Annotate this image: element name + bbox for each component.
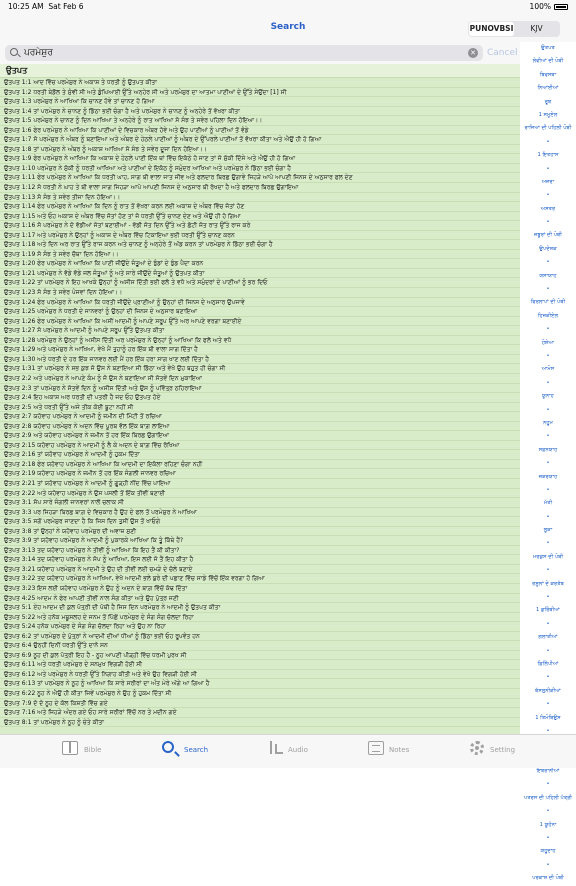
index-dot[interactable]: • [546,352,550,359]
verse-result-row[interactable]: ਉਤਪਤ 3:13 ਤਦ ਯਹੋਵਾਹ ਪਰਮੇਸ਼ੁਰ ਨੇ ਤੀਵੀਂ ਨੂੰ ਆਖਿਆ ਕਿ ਇਹ ਤੈਂ ਕੀ ਕੀਤਾ? [0,546,520,556]
tab-search[interactable] [162,738,252,766]
index-book-entry[interactable]: ਨਿਆਂਈਆਂ [537,85,559,92]
verse-result-row[interactable]: ਉਤਪਤ 1:18 ਅਤੇ ਦਿਨ ਅਰ ਰਾਤ ਉੱਤੇ ਰਾਜ ਕਰਨ ਅਤੇ ਚਾਨਣ ਨੂੰ ਅਨ੍ਹੇਰੇ ਤੋਂ ਅੱਡ ਕਰਨ ਤਾਂ ਪਰਮੇਸ਼ੁਰ ਨੇ ਡਿੱਠਾ ਭਈ ਚੰਗਾ ਹੈ [0,240,520,250]
index-book-entry[interactable]: ਪਰਕਾਸ਼ ਦੀ ਪੋਥੀ [532,875,564,882]
index-book-entry[interactable]: 1 ਇਤਹਾਸ [537,152,559,159]
index-dot[interactable]: • [546,540,550,547]
version-option-punovbsi[interactable]: PUNOVBSI [469,22,514,36]
book-index-bar[interactable] [520,42,576,882]
tab-audio[interactable] [268,738,358,766]
verse-result-row[interactable]: ਉਤਪਤ 5:22 ਅਤੇ ਹਨੋਕ ਮਥੂਸਲਹ ਦੇ ਜਨਮ ਤੋਂ ਪਿੱਛੋਂ ਪਰਮੇਸ਼ੁਰ ਦੇ ਸੰਗ ਸੰਗ ਚੱਲਦਾ ਰਿਹਾ [0,613,520,623]
tab-search-label: Search [184,746,209,754]
index-book-entry[interactable]: ਗਲਾਤੀਆਂ [538,634,558,641]
verse-result-row[interactable]: ਉਤਪਤ 1:24 ਫੇਰ ਪਰਮੇਸ਼ੁਰ ਨੇ ਆਖਿਆ ਕਿ ਧਰਤੀ ਜੀਉਂਦੇ ਪ੍ਰਾਣੀਆਂ ਨੂੰ ਉਨ੍ਹਾਂ ਦੀ ਜਿਨਸ ਦੇ ਅਨੁਸਾਰ ਉਪਜਾਵੇ [0,298,520,308]
verse-result-row[interactable]: ਉਤਪਤ 1:29 ਅਤੇ ਪਰਮੇਸ਼ੁਰ ਨੇ ਆਖਿਆ, ਵੇਖੋ ਮੈਂ ਤੁਹਾਨੂੰ ਹਰ ਇੱਕ ਬੀ ਵਾਲਾ ਸਾਗ ਦਿੱਤਾ ਹੈ [0,345,520,355]
verse-result-row[interactable]: ਉਤਪਤ 3:23 ਇਸ ਲਈ ਯਹੋਵਾਹ ਪਰਮੇਸ਼ੁਰ ਨੇ ਉਹ ਨੂੰ ਅਦਨ ਦੇ ਬਾਗ਼ ਵਿੱਚੋਂ ਕੱਢ ਦਿੱਤਾ [0,584,520,594]
clear-icon[interactable]: ✕ [468,48,478,58]
index-dot[interactable]: • [546,513,550,520]
index-dot[interactable]: • [546,165,550,172]
verse-result-row[interactable]: ਉਤਪਤ 1:5 ਪਰਮੇਸ਼ੁਰ ਨੇ ਚਾਨਣ ਨੂੰ ਦਿਨ ਆਖਿਆ ਤੇ ਅਨ੍ਹੇਰੇ ਨੂੰ ਰਾਤ ਆਖਿਆ ਸੋ ਸੰਝ ਤੇ ਸਵੇਰ ਪਹਿਲਾ ਦਿਨ ਹੋਇਆ।। [0,116,520,126]
index-dot[interactable]: • [546,620,550,627]
index-dot[interactable]: • [546,781,550,788]
index-dot[interactable]: • [546,835,550,842]
index-book-entry[interactable]: 1 ਤਿਮੋਥਿਉਸ [535,714,561,721]
tab-setting[interactable] [470,738,560,766]
index-dot[interactable]: • [546,379,550,386]
verse-result-row[interactable]: ਉਤਪਤ 2:7 ਯਹੋਵਾਹ ਪਰਮੇਸ਼ੁਰ ਨੇ ਆਦਮੀ ਨੂੰ ਜ਼ਮੀਨ ਦੀ ਮਿੱਟੀ ਤੋਂ ਰਚਿਆ [0,412,520,422]
index-book-entry[interactable]: 1 ਯੂਹੰਨਾ [539,821,557,828]
index-dot[interactable]: • [546,808,550,815]
index-book-entry[interactable]: ਯੂਨਾਹ [542,393,554,400]
search-tab-icon [162,741,174,753]
index-dot[interactable]: • [546,861,550,868]
verse-result-row[interactable]: ਉਤਪਤ 2:15 ਯਹੋਵਾਹ ਪਰਮੇਸ਼ੁਰ ਨੇ ਆਦਮੀ ਨੂੰ ਲੈ ਕੇ ਅਦਨ ਦੇ ਬਾਗ਼ ਵਿੱਚ ਰੱਖਿਆ [0,441,520,451]
verse-result-row[interactable]: ਉਤਪਤ 2:3 ਤਾਂ ਪਰਮੇਸ਼ੁਰ ਨੇ ਸੱਤਵੇਂ ਦਿਨ ਨੂੰ ਅਸੀਸ ਦਿੱਤੀ ਅਤੇ ਉਸ ਨੂੰ ਪਵਿੱਤ੍ਰ ਠਹਿਰਾਇਆ [0,384,520,394]
verse-result-row[interactable]: ਉਤਪਤ 6:9 ਨੂਹ ਦੀ ਕੁਲ ਪੱਤ੍ਰੀ ਇਹ ਹੈ - ਨੂਹ ਆਪਣੀ ਪੀੜ੍ਹੀ ਵਿੱਚ ਧਰਮੀ ਪੁਰਖ ਸੀ [0,651,520,661]
index-dot[interactable]: • [546,259,550,266]
search-query[interactable]: ਪਰਮੇਸ਼ੁਰ [24,48,53,58]
verse-result-row[interactable]: ਉਤਪਤ 3:1 ਸੱਪ ਸਾਰੇ ਜੰਗਲੀ ਜਾਨਵਰਾਂ ਨਾਲੋਂ ਚਲਾਕ ਸੀ [0,498,520,508]
status-time: 10:25 AM [8,2,44,11]
verse-result-row[interactable]: ਉਤਪਤ 1:31 ਤਾਂ ਪਰਮੇਸ਼ੁਰ ਨੇ ਸਭ ਕੁਝ ਜੋ ਉਸ ਨੇ ਬਣਾਇਆ ਸੀ ਡਿੱਠਾ ਅਤੇ ਵੇਖੋ ਉਹ ਬਹੁਤ ਹੀ ਚੰਗਾ ਸੀ [0,364,520,374]
verse-result-row[interactable]: ਉਤਪਤ 1:3 ਪਰਮੇਸ਼ੁਰ ਨੇ ਆਖਿਆ ਕਿ ਚਾਨਣ ਹੋਵੇ ਤਾਂ ਚਾਨਣ ਹੋ ਗਿਆ [0,97,520,107]
index-book-entry[interactable]: ਪਤਰਸ ਦੀ ਪਹਿਲੀ ਪੱਤ੍ਰੀ [524,794,572,801]
battery-percent: 100% [529,2,551,11]
verse-result-row[interactable]: ਉਤਪਤ 1:7 ਸੋ ਪਰਮੇਸ਼ੁਰ ਨੇ ਅੰਬਰ ਨੂੰ ਬਣਾਇਆ ਅਤੇ ਅੰਬਰ ਦੇ ਹੇਠਲੇ ਪਾਣੀਆਂ ਨੂੰ ਅੰਬਰ ਦੇ ਉੱਪਰਲੇ ਪਾਣੀਆਂ ਤੋਂ ਵੱਖਰਾ ਕੀਤਾ ਅਤੇ ਐਉਂ ਹੀ ਹੋ ਗਿਆ [0,135,520,145]
index-dot[interactable]: • [546,647,550,654]
verse-result-row[interactable]: ਉਤਪਤ 7:16 ਅਤੇ ਜਿਹੜੇ ਅੰਦਰ ਗਏ ਓਹ ਸਾਰੇ ਸਰੀਰਾਂ ਵਿੱਚੋਂ ਨਰ ਤੇ ਮਦੀਨ ਗਏ [0,708,520,718]
status-time-date [8,0,84,14]
verse-result-row[interactable]: ਉਤਪਤ 1:23 ਸੋ ਸੰਝ ਤੇ ਸਵੇਰ ਪੰਜਵਾਂ ਦਿਨ ਹੋਇਆ।। [0,288,520,298]
tab-notes[interactable] [368,738,458,766]
index-book-entry[interactable]: ਮੱਤੀ [543,500,553,507]
index-book-entry[interactable]: ਅਸਤਰ [540,205,556,212]
verse-result-row[interactable]: ਉਤਪਤ 1:9 ਫੇਰ ਪਰਮੇਸ਼ੁਰ ਨੇ ਆਖਿਆ ਕਿ ਅਕਾਸ਼ ਦੇ ਹੇਠਲੇ ਪਾਣੀ ਇੱਕ ਥਾਂ ਵਿੱਚ ਇਕੱਠੇ ਹੋ ਜਾਣ ਤਾਂ ਜੋ ਸੁੱਕੀ ਦਿੱਸੇ ਅਤੇ ਐਉਂ ਹੀ ਹੋ ਗਿਆ [0,154,520,164]
verse-result-row[interactable]: ਉਤਪਤ 2:18 ਫੇਰ ਯਹੋਵਾਹ ਪਰਮੇਸ਼ੁਰ ਨੇ ਆਖਿਆ ਕਿ ਆਦਮੀ ਦਾ ਇਕੱਲਾ ਰਹਿਣਾ ਚੰਗਾ ਨਹੀਂ [0,460,520,470]
verse-result-row[interactable]: ਉਤਪਤ 1:6 ਫੇਰ ਪਰਮੇਸ਼ੁਰ ਨੇ ਆਖਿਆ ਕਿ ਪਾਣੀਆਂ ਦੇ ਵਿਚਕਾਰ ਅੰਬਰ ਹੋਵੇ ਅਤੇ ਉਹ ਪਾਣੀਆਂ ਨੂੰ ਪਾਣੀਆਂ ਤੋਂ ਵੰਡੇ [0,126,520,136]
search-icon [10,48,18,56]
index-book-entry[interactable]: ਵਿਰਲਾਪਾਂ ਦੀ ਪੋਥੀ [530,299,566,306]
verse-result-row[interactable]: ਉਤਪਤ 6:13 ਤਾਂ ਪਰਮੇਸ਼ੁਰ ਨੇ ਨੂਹ ਨੂੰ ਆਖਿਆ ਕਿ ਸਾਰੇ ਸਰੀਰਾਂ ਦਾ ਅੰਤ ਮੇਰੇ ਅੱਗੇ ਆ ਗਿਆ ਹੈ [0,679,520,689]
verse-result-row[interactable]: ਉਤਪਤ 2:4 ਇਹ ਅਕਾਸ਼ ਅਰ ਧਰਤੀ ਦੀ ਪਤਰੀ ਹੈ ਜਦ ਓਹ ਉਤਪਤ ਹੋਏ [0,393,520,403]
index-book-entry[interactable]: 1 ਕੁਰਿੰਥੀਆਂ [536,607,560,614]
index-book-entry[interactable]: ਉਤਪਤ [541,45,555,51]
verse-result-row[interactable]: ਉਤਪਤ 1:4 ਤਾਂ ਪਰਮੇਸ਼ੁਰ ਨੇ ਚਾਨਣ ਨੂੰ ਡਿੱਠਾ ਭਈ ਚੰਗਾ ਹੈ ਅਤੇ ਪਰਮੇਸ਼ੁਰ ਨੇ ਚਾਨਣ ਨੂੰ ਅਨ੍ਹੇਰੇ ਤੋਂ ਵੱਖਰਾ ਕੀਤਾ [0,107,520,117]
index-dot[interactable]: • [546,727,550,734]
verse-result-row[interactable]: ਉਤਪਤ 5:1 ਏਹ ਆਦਮ ਦੀ ਕੁਲ ਪੱਤ੍ਰੀ ਦੀ ਪੋਥੀ ਹੈ ਜਿਸ ਦਿਨ ਪਰਮੇਸ਼ੁਰ ਨੇ ਆਦਮੀ ਨੂੰ ਉਤਪਤ ਕੀਤਾ [0,603,520,613]
verse-result-row[interactable]: ਉਤਪਤ 1:27 ਸੋ ਪਰਮੇਸ਼ੁਰ ਨੇ ਆਦਮੀ ਨੂੰ ਆਪਣੇ ਸਰੂਪ ਉੱਤੇ ਉਤਪਤ ਕੀਤਾ [0,326,520,336]
index-book-entry[interactable]: ਬਿਵਸਥਾ [539,71,557,78]
verse-result-row[interactable]: ਉਤਪਤ 2:2 ਅਤੇ ਪਰਮੇਸ਼ੁਰ ਨੇ ਆਪਣੇ ਕੰਮ ਨੂੰ ਜੋ ਉਸ ਨੇ ਬਣਾਇਆ ਸੀ ਸੱਤਵੇਂ ਦਿਨ ਮੁਕਾਇਆ [0,374,520,384]
index-dot[interactable]: • [546,486,550,493]
verse-result-row[interactable]: ਉਤਪਤ 2:16 ਤਾਂ ਯਹੋਵਾਹ ਪਰਮੇਸ਼ੁਰ ਨੇ ਆਦਮੀ ਨੂੰ ਹੁਕਮ ਦਿੱਤਾ [0,450,520,460]
verse-result-row[interactable]: ਉਤਪਤ 1:2 ਧਰਤੀ ਬੇਡੌਲ ਤੇ ਸੁੰਞੀ ਸੀ ਅਤੇ ਡੁੰਘਿਆਈ ਉੱਤੇ ਅਨ੍ਹੇਰ ਸੀ ਅਤੇ ਪਰਮੇਸ਼ੁਰ ਦਾ ਆਤਮਾ ਪਾਣੀਆਂ ਦੇ ਉੱਤੇ ਸੇਉਂਦਾ [1] ਸੀ [0,88,520,98]
verse-result-row[interactable]: ਉਤਪਤ 1:12 ਸੋ ਧਰਤੀ ਨੇ ਘਾਹ ਤੇ ਬੀ ਵਾਲਾ ਸਾਗ ਜਿਹੜਾ ਆਪੋ ਆਪਣੀ ਜਿਨਸ ਦੇ ਅਨੁਸਾਰ ਬੀ ਰੱਖਦਾ ਹੈ ਅਤੇ ਫਲਦਾਰ ਬਿਰਛ ਉਗਾਇਆ [0,183,520,193]
verse-result-row[interactable]: ਉਤਪਤ 4:25 ਆਦਮ ਨੇ ਫੇਰ ਆਪਣੀ ਤੀਵੀਂ ਨਾਲ ਸੰਗ ਕੀਤਾ ਅਤੇ ਉਹ ਪੁੱਤ੍ਰ ਜਣੀ [0,594,520,604]
index-dot[interactable]: • [546,433,550,440]
verse-result-row[interactable]: ਉਤਪਤ 1:1 ਆਦ ਵਿੱਚ ਪਰਮੇਸ਼ੁਰ ਨੇ ਅਕਾਸ਼ ਤੇ ਧਰਤੀ ਨੂੰ ਉਤਪਤ ਕੀਤਾ [0,78,520,88]
verse-result-row[interactable]: ਉਤਪਤ 1:14 ਫੇਰ ਪਰਮੇਸ਼ੁਰ ਨੇ ਆਖਿਆ ਕਿ ਦਿਨ ਨੂੰ ਰਾਤ ਤੋਂ ਵੱਖਰਾ ਕਰਨ ਲਈ ਅਕਾਸ਼ ਦੇ ਅੰਬਰ ਵਿੱਚ ਜੋਤਾਂ ਹੋਣ [0,202,520,212]
index-dot[interactable]: • [546,567,550,574]
search-results-list[interactable] [0,64,520,734]
verse-result-row[interactable]: ਉਤਪਤ 1:11 ਫੇਰ ਪਰਮੇਸ਼ੁਰ ਨੇ ਆਖਿਆ ਕਿ ਧਰਤੀ ਘਾਹ, ਸਾਗ ਬੀ ਵਾਲਾ ਜਾਤ ਜੀਵ ਅਤੇ ਫਲਦਾਰ ਬਿਰਛ ਉਗਾਵੇ ਜਿਹੜੇ ਆਪੋ ਆਪਣੀ ਜਿਨਸ ਦੇ ਅਨੁਸਾਰ ਫਲ ਦੇਣ [0,173,520,183]
index-book-entry[interactable]: ਉਪਦੇਸ਼ਕ [539,245,557,252]
verse-result-row[interactable]: ਉਤਪਤ 1:20 ਫੇਰ ਪਰਮੇਸ਼ੁਰ ਨੇ ਆਖਿਆ ਕਿ ਪਾਣੀ ਜੀਉਂਦੇ ਜੰਤੂਆਂ ਦੇ ਝੁੰਡਾਂ ਦੇ ਝੁੰਡ ਪੈਦਾ ਕਰਨ [0,259,520,269]
verse-result-row[interactable]: ਉਤਪਤ 3:8 ਤਾਂ ਉਨ੍ਹਾਂ ਨੇ ਯਹੋਵਾਹ ਪਰਮੇਸ਼ੁਰ ਦੀ ਅਵਾਜ਼ ਸੁਣੀ [0,527,520,537]
index-dot[interactable]: • [546,286,550,293]
tab-audio-label: Audio [288,746,308,754]
index-book-entry[interactable]: ਹਿਜ਼ਕੀਏਲ [537,312,559,319]
index-book-entry[interactable]: ਫ਼ਿਲਿੱਪੀਆਂ [537,660,559,667]
verse-result-row[interactable]: ਉਤਪਤ 8:1 ਤਾਂ ਪਰਮੇਸ਼ੁਰ ਨੇ ਨੂਹ ਨੂੰ ਚੇਤੇ ਕੀਤਾ [0,718,520,728]
audio-icon [268,741,284,755]
index-book-entry[interactable]: ਆਮੋਸ [541,366,555,373]
verse-result-row[interactable]: ਉਤਪਤ 5:24 ਹਨੋਕ ਪਰਮੇਸ਼ੁਰ ਦੇ ਸੰਗ ਸੰਗ ਚੱਲਦਾ ਰਿਹਾ ਅਤੇ ਉਹ ਨਾ ਰਿਹਾ [0,622,520,632]
verse-result-row[interactable]: ਉਤਪਤ 6:22 ਨੂਹ ਨੇ ਐਉਂ ਹੀ ਕੀਤਾ ਜਿਵੇਂ ਪਰਮੇਸ਼ੁਰ ਨੇ ਉਹ ਨੂੰ ਹੁਕਮ ਦਿੱਤਾ ਸੀ [0,689,520,699]
battery-icon [554,4,568,10]
index-book-entry[interactable]: ਯਸਾਯਾਹ [539,272,557,279]
page-title: Search [270,22,306,32]
index-book-entry[interactable]: ਸਫ਼ਨਯਾਹ [538,446,558,453]
index-book-entry[interactable]: 1 ਸਮੂਏਲ [538,111,558,118]
verse-result-row[interactable]: ਉਤਪਤ 1:22 ਤਾਂ ਪਰਮੇਸ਼ੁਰ ਨੇ ਇਹ ਆਖਕੇ ਉਨ੍ਹਾਂ ਨੂੰ ਅਸੀਸ ਦਿੱਤੀ ਭਈ ਫਲੋ ਤੇ ਵਧੋ ਅਤੇ ਸਮੁੰਦਰਾਂ ਦੇ ਪਾਣੀਆਂ ਨੂੰ ਭਰ ਦਿਓ [0,278,520,288]
index-book-entry[interactable]: ਨਹੂਮ [543,419,553,426]
verse-result-row[interactable]: ਉਤਪਤ 2:22 ਅਤੇ ਯਹੋਵਾਹ ਪਰਮੇਸ਼ੁਰ ਨੇ ਉਸ ਪਸਲੀ ਤੋਂ ਇੱਕ ਤੀਵੀਂ ਬਣਾਈ [0,489,520,499]
verse-result-row[interactable]: ਉਤਪਤ 3:9 ਤਾਂ ਯਹੋਵਾਹ ਪਰਮੇਸ਼ੁਰ ਨੇ ਆਦਮੀ ਨੂੰ ਪੁਕਾਰਕੇ ਆਖਿਆ ਕਿ ਤੂੰ ਕਿੱਥੇ ਹੈਂ? [0,536,520,546]
verse-list [0,78,520,727]
verse-result-row[interactable]: ਉਤਪਤ 3:22 ਤਦ ਯਹੋਵਾਹ ਪਰਮੇਸ਼ੁਰ ਨੇ ਆਖਿਆ, ਵੇਖੋ ਆਦਮੀ ਭਲੇ ਬੁਰੇ ਦੀ ਪਛਾਣ ਵਿੱਚ ਸਾਡੇ ਵਿੱਚੋਂ ਇੱਕ ਵਰਗਾ ਹੋ ਗਿਆ [0,574,520,584]
verse-result-row[interactable]: ਉਤਪਤ 3:5 ਸਗੋਂ ਪਰਮੇਸ਼ੁਰ ਜਾਣਦਾ ਹੈ ਕਿ ਜਿਸ ਦਿਨ ਤੁਸੀਂ ਉਸ ਤੋਂ ਖਾਓਗੇ [0,517,520,527]
status-date: Sat Feb 6 [48,2,84,11]
index-book-entry[interactable]: ਰਸੂਲਾਂ ਦੇ ਕਰਤੱਬ [532,580,564,587]
verse-result-row[interactable]: ਉਤਪਤ 1:16 ਸੋ ਪਰਮੇਸ਼ੁਰ ਨੇ ਦੋ ਵੱਡੀਆਂ ਜੋਤਾਂ ਬਣਾਈਆਂ - ਵੱਡੀ ਜੋਤ ਦਿਨ ਉੱਤੇ ਅਤੇ ਛੋਟੀ ਜੋਤ ਰਾਤ ਉੱਤੇ ਰਾਜ ਕਰੇ [0,221,520,231]
index-book-entry[interactable]: ਰੂਥ [544,98,552,105]
index-book-entry[interactable]: ਜ਼ਬੂਰਾਂ ਦੀ ਪੋਥੀ [534,232,562,239]
search-row [0,42,520,64]
index-dot[interactable]: • [546,674,550,681]
verse-result-row[interactable]: ਉਤਪਤ 1:21 ਪਰਮੇਸ਼ੁਰ ਨੇ ਵੱਡੇ ਵੱਡੇ ਜਲ ਜੰਤੂਆਂ ਨੂੰ ਅਤੇ ਸਾਰੇ ਜੀਉਂਦੇ ਜੰਤੂਆਂ ਨੂੰ ਉਤਪਤ ਕੀਤਾ [0,269,520,279]
index-book-entry[interactable]: ਹੋਸ਼ੇਆ [541,339,555,346]
verse-result-row[interactable]: ਉਤਪਤ 6:2 ਤਾਂ ਪਰਮੇਸ਼ੁਰ ਦੇ ਪੁੱਤ੍ਰਾਂ ਨੇ ਆਦਮੀ ਦੀਆਂ ਧੀਆਂ ਨੂੰ ਡਿੱਠਾ ਭਈ ਓਹ ਰੂਪਵੰਤ ਹਨ [0,632,520,642]
index-dot[interactable]: • [546,406,550,413]
version-option-kjv[interactable]: KJV [530,24,543,33]
tab-setting-label: Setting [490,746,516,754]
gear-icon [470,741,484,755]
index-dot[interactable]: • [546,138,550,145]
notes-icon [368,741,384,755]
cancel-button[interactable]: Cancel [487,48,518,58]
verse-result-row[interactable]: ਉਤਪਤ 2:8 ਯਹੋਵਾਹ ਪਰਮੇਸ਼ੁਰ ਨੇ ਅਦਨ ਵਿੱਚ ਪੂਰਬ ਵੱਲ ਇੱਕ ਬਾਗ਼ ਲਾਇਆ [0,422,520,432]
index-dot[interactable]: • [546,594,550,601]
verse-result-row[interactable]: ਉਤਪਤ 3:3 ਪਰ ਜਿਹੜਾ ਬਿਰਛ ਬਾਗ਼ ਦੇ ਵਿਚਕਾਰ ਹੈ ਉਹ ਦੇ ਫਲ ਤੋਂ ਪਰਮੇਸ਼ੁਰ ਨੇ ਆਖਿਆ [0,508,520,518]
verse-result-row[interactable]: ਉਤਪਤ 1:26 ਫੇਰ ਪਰਮੇਸ਼ੁਰ ਨੇ ਆਖਿਆ ਕਿ ਅਸੀਂ ਆਦਮੀ ਨੂੰ ਆਪਣੇ ਸਰੂਪ ਉੱਤੇ ਅਰ ਆਪਣੇ ਵਰਗਾ ਬਣਾਈਏ [0,317,520,327]
search-input[interactable] [5,45,483,61]
verse-result-row[interactable]: ਉਤਪਤ 1:19 ਸੋ ਸੰਝ ਤੇ ਸਵੇਰ ਚੌਥਾ ਦਿਨ ਹੋਇਆ।। [0,250,520,260]
tab-bar [0,734,576,768]
tab-notes-label: Notes [389,746,410,754]
verse-result-row[interactable]: ਉਤਪਤ 2:9 ਅਤੇ ਯਹੋਵਾਹ ਪਰਮੇਸ਼ੁਰ ਨੇ ਜ਼ਮੀਨ ਤੋਂ ਹਰ ਇੱਕ ਬਿਰਛ ਉਗਾਇਆ [0,431,520,441]
index-dot[interactable]: • [546,460,550,467]
index-book-entry[interactable]: ਜ਼ਕਰਯਾਹ [538,473,558,480]
index-dot[interactable]: • [546,701,550,708]
index-dot[interactable]: • [546,326,550,333]
verse-result-row[interactable]: ਉਤਪਤ 6:12 ਅਤੇ ਪਰਮੇਸ਼ੁਰ ਨੇ ਧਰਤੀ ਉੱਤੇ ਨਿਗਾਹ ਕੀਤੀ ਅਤੇ ਵੇਖੋ ਉਹ ਵਿਗੜੀ ਹੋਈ ਸੀ [0,670,520,680]
index-book-entry[interactable]: ਯਹੂਦਾਹ [540,848,556,855]
verse-result-row[interactable]: ਉਤਪਤ 2:5 ਅਤੇ ਧਰਤੀ ਉੱਤੇ ਅਜੇ ਤੀਕ ਕੋਈ ਬੂਟਾ ਨਹੀਂ ਸੀ [0,403,520,413]
index-book-entry[interactable]: ਲੇਵੀਆਂ ਦੀ ਪੋਥੀ [532,58,564,65]
verse-result-row[interactable]: ਉਤਪਤ 1:25 ਪਰਮੇਸ਼ੁਰ ਨੇ ਧਰਤੀ ਦੇ ਜਾਨਵਰਾਂ ਨੂੰ ਉਨ੍ਹਾਂ ਦੀ ਜਿਨਸ ਦੇ ਅਨੁਸਾਰ ਬਣਾਇਆ [0,307,520,317]
verse-result-row[interactable]: ਉਤਪਤ 6:4 ਉਨ੍ਹੀਂ ਦਿਨੀਂ ਧਰਤੀ ਉੱਤੇ ਦਾਨੋ ਸਨ [0,641,520,651]
index-book-entry[interactable]: ਮਰਕੁਸ ਦੀ ਪੋਥੀ [532,553,564,560]
verse-result-row[interactable]: ਉਤਪਤ 3:14 ਤਦ ਯਹੋਵਾਹ ਪਰਮੇਸ਼ੁਰ ਨੇ ਸੱਪ ਨੂੰ ਆਖਿਆ, ਇਸ ਲਈ ਜੋ ਤੈਂ ਇਹ ਕੀਤਾ ਹੈ [0,555,520,565]
status-battery-group [530,0,568,14]
verse-result-row[interactable]: ਉਤਪਤ 2:19 ਯਹੋਵਾਹ ਪਰਮੇਸ਼ੁਰ ਨੇ ਜ਼ਮੀਨ ਤੋਂ ਹਰ ਇੱਕ ਜੰਗਲੀ ਜਾਨਵਰ ਰਚਿਆ [0,469,520,479]
index-book-entry[interactable]: ਅਜ਼ਰਾ [541,178,555,185]
verse-result-row[interactable]: ਉਤਪਤ 6:11 ਅਤੇ ਧਰਤੀ ਪਰਮੇਸ਼ੁਰ ਦੇ ਸਨਮੁਖ ਵਿਗੜੀ ਹੋਈ ਸੀ [0,660,520,670]
tab-bible-label: Bible [84,746,102,754]
verse-result-row[interactable]: ਉਤਪਤ 2:21 ਤਾਂ ਯਹੋਵਾਹ ਪਰਮੇਸ਼ੁਰ ਨੇ ਆਦਮੀ ਨੂੰ ਗੂੜ੍ਹੀ ਨੀਂਦ ਵਿੱਚ ਪਾਇਆ [0,479,520,489]
verse-result-row[interactable]: ਉਤਪਤ 1:13 ਸੋ ਸੰਝ ਤੇ ਸਵੇਰ ਤੀਜਾ ਦਿਨ ਹੋਇਆ।। [0,193,520,203]
version-segmented-control [468,21,560,37]
index-book-entry[interactable]: ਲੂਕਾ [543,527,553,534]
book-icon [62,741,78,755]
verse-result-row[interactable]: ਉਤਪਤ 1:28 ਪਰਮੇਸ਼ੁਰ ਨੇ ਉਨ੍ਹਾਂ ਨੂੰ ਅਸੀਸ ਦਿੱਤੀ ਅਰ ਪਰਮੇਸ਼ੁਰ ਨੇ ਉਨ੍ਹਾਂ ਨੂੰ ਆਖਿਆ ਕਿ ਫਲੋ ਅਤੇ ਵਧੋ [0,336,520,346]
verse-result-row[interactable]: ਉਤਪਤ 1:10 ਪਰਮੇਸ਼ੁਰ ਨੇ ਸੁੱਕੀ ਨੂੰ ਧਰਤੀ ਆਖਿਆ ਅਤੇ ਪਾਣੀਆਂ ਦੇ ਇਕੱਠ ਨੂੰ ਸਮੁੰਦਰ ਆਖਿਆ ਅਤੇ ਪਰਮੇਸ਼ੁਰ ਨੇ ਡਿੱਠਾ ਭਈ ਚੰਗਾ ਹੈ [0,164,520,174]
status-bar [0,0,576,14]
tab-bible[interactable] [62,738,152,766]
index-dot[interactable]: • [546,219,550,226]
index-book-entry[interactable]: ਥੱਸਲੁਨੀਕੀਆਂ [535,687,561,694]
verse-result-row[interactable]: ਉਤਪਤ 7:9 ਦੋ ਦੋ ਨੂਹ ਦੇ ਕੋਲ ਕਿਸ਼ਤੀ ਵਿੱਚ ਗਏ [0,699,520,709]
nav-bar [0,14,576,42]
index-book-entry[interactable]: ਰਾਜਿਆਂ ਦੀ ਪਹਿਲੀ ਪੋਥੀ [524,125,572,132]
index-book-entry[interactable]: ਇਬਰਾਨੀਆਂ [536,768,560,775]
verse-result-row[interactable]: ਉਤਪਤ 1:30 ਅਤੇ ਧਰਤੀ ਦੇ ਹਰ ਇੱਕ ਜਾਨਵਰ ਲਈ ਮੈਂ ਹਰ ਇੱਕ ਹਰਾ ਸਾਗ ਖਾਣ ਲਈ ਦਿੱਤਾ ਹੈ [0,355,520,365]
verse-result-row[interactable]: ਉਤਪਤ 3:21 ਯਹੋਵਾਹ ਪਰਮੇਸ਼ੁਰ ਨੇ ਆਦਮੀ ਤੇ ਉਹ ਦੀ ਤੀਵੀਂ ਲਈ ਚਮੜੇ ਦੇ ਚੋਲੇ ਬਣਾਏ [0,565,520,575]
index-dot[interactable]: • [546,192,550,199]
book-section-header: ਉਤਪਤ [0,64,520,78]
verse-result-row[interactable]: ਉਤਪਤ 1:8 ਤਾਂ ਪਰਮੇਸ਼ੁਰ ਨੇ ਅੰਬਰ ਨੂੰ ਅਕਾਸ਼ ਆਖਿਆ ਸੋ ਸੰਝ ਤੇ ਸਵੇਰ ਦੂਜਾ ਦਿਨ ਹੋਇਆ।। [0,145,520,155]
verse-result-row[interactable]: ਉਤਪਤ 1:17 ਅਤੇ ਪਰਮੇਸ਼ੁਰ ਨੇ ਉਨ੍ਹਾਂ ਨੂੰ ਅਕਾਸ਼ ਦੇ ਅੰਬਰ ਵਿੱਚ ਟਿਕਾਇਆ ਭਈ ਧਰਤੀ ਉੱਤੇ ਚਾਨਣ ਕਰਨ [0,231,520,241]
verse-result-row[interactable]: ਉਤਪਤ 1:15 ਅਤੇ ਓਹ ਅਕਾਸ਼ ਦੇ ਅੰਬਰ ਵਿੱਚ ਜੋਤਾਂ ਹੋਣ ਤਾਂ ਜੋ ਧਰਤੀ ਉੱਤੇ ਚਾਨਣ ਦੇਣ ਅਤੇ ਐਉਂ ਹੀ ਹੋ ਗਿਆ [0,212,520,222]
